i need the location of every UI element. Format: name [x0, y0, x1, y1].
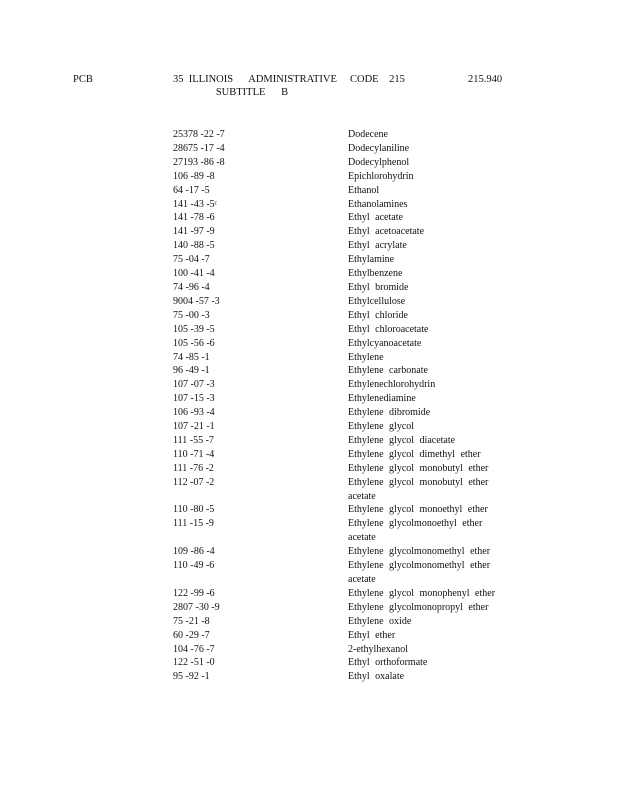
chemical-name: Dodecylphenol — [348, 156, 410, 168]
list-item — [173, 337, 513, 351]
chemical-name: Ethylamine — [348, 254, 395, 266]
chemical-name: Epichlorohydrin — [348, 170, 414, 182]
cas-number: 107 -21 -1 — [173, 421, 215, 433]
chemical-name: Dodecylaniline — [348, 142, 410, 154]
chemical-name: Ethylene glycolmonoethyl ether acetate — [348, 518, 483, 544]
list-item — [173, 545, 513, 559]
cas-number: 105 -56 -6 — [173, 337, 215, 349]
chemical-name: Ethanol — [348, 184, 380, 196]
list-item — [173, 517, 513, 545]
cas-number: 111 -55 -7 — [173, 434, 214, 446]
cas-number: 110 -80 -5 — [173, 504, 215, 516]
chemical-name: Ethyl acetate — [348, 212, 403, 224]
list-item — [173, 503, 513, 517]
cas-number: 105 -39 -5 — [173, 323, 215, 335]
chemical-name: 2-ethylhexanol — [348, 643, 408, 655]
chemical-name: Ethyl bromide — [348, 281, 409, 293]
cas-number: 109 -86 -4 — [173, 546, 215, 558]
list-item — [173, 378, 513, 392]
chemical-name: Ethyl acetoacetate — [348, 226, 425, 238]
cas-number: 107 -07 -3 — [173, 379, 215, 391]
list-item — [173, 364, 513, 378]
list-item — [173, 670, 513, 684]
cas-number: 122 -51 -0 — [173, 657, 215, 669]
list-item — [173, 629, 513, 643]
cas-number: 75 -21 -8 — [173, 615, 210, 627]
cas-number: 64 -17 -5 — [173, 184, 210, 196]
list-item — [173, 267, 513, 281]
cas-number: 100 -41 -4 — [173, 268, 215, 280]
cas-number: 106 -89 -8 — [173, 170, 215, 182]
chemical-name: Ethylbenzene — [348, 268, 403, 280]
list-item — [173, 170, 513, 184]
chemical-name: Ethylene glycol monoethyl ether — [348, 504, 488, 516]
list-item — [173, 656, 513, 670]
chemical-name: Ethylene glycol monobutyl ether — [348, 462, 489, 474]
chemical-name: Ethylene dibromide — [348, 407, 431, 419]
list-item — [173, 225, 513, 239]
list-item — [173, 211, 513, 225]
list-item — [173, 351, 513, 365]
list-item — [173, 587, 513, 601]
cas-number: 60 -29 -7 — [173, 629, 210, 641]
cas-number: 75 -04 -7 — [173, 254, 210, 266]
list-item — [173, 434, 513, 448]
cas-number: 112 -07 -2 — [173, 476, 215, 488]
cas-number: 2807 -30 -9 — [173, 601, 220, 613]
chemical-name: Ethylcellulose — [348, 295, 406, 307]
chemical-name: Ethylene glycol monobutyl ether acetate — [348, 476, 489, 502]
chemical-name: Ethylcyanoacetate — [348, 337, 422, 349]
list-item — [173, 184, 513, 198]
header-title-line2: SUBTITLE B — [215, 87, 289, 98]
cas-number: 107 -15 -3 — [173, 393, 215, 405]
cas-number: 75 -00 -3 — [173, 309, 210, 321]
list-item — [173, 295, 513, 309]
list-item — [173, 323, 513, 337]
chemical-name: Ethyl acrylate — [348, 240, 407, 252]
cas-number: 111 -15 -9 — [173, 518, 214, 530]
chemical-name: Ethylene glycolmonomethyl ether — [348, 546, 491, 558]
list-item — [173, 420, 513, 434]
list-item — [173, 253, 513, 267]
cas-number: 25378 -22 -7 — [173, 129, 225, 140]
chemical-name: Ethyl chloroacetate — [348, 323, 429, 335]
list-item — [173, 142, 513, 156]
list-item — [173, 128, 513, 142]
list-item — [173, 643, 513, 657]
chemical-name: Ethyl orthoformate — [348, 657, 428, 669]
list-item — [173, 239, 513, 253]
cas-number: 9004 -57 -3 — [173, 295, 220, 307]
list-item — [173, 448, 513, 462]
chemical-name: Ethylene oxide — [348, 615, 412, 627]
chemical-name: Ethanolamines — [348, 198, 408, 210]
chemical-name: Ethylene glycol monophenyl ether — [348, 587, 496, 599]
list-item — [173, 156, 513, 170]
chemical-name: Ethylene glycolmonopropyl ether — [348, 601, 489, 613]
chemical-name: Ethylene carbonate — [348, 365, 428, 377]
header-section: 215.940 — [468, 74, 503, 85]
cas-number: 141 -97 -9 — [173, 226, 215, 238]
list-item — [173, 309, 513, 323]
chemical-name: Ethylenechlorohydrin — [348, 379, 436, 391]
chemical-name: Ethylene glycol dimethyl ether — [348, 448, 481, 460]
chemical-name: Ethylene glycol diacetate — [348, 434, 456, 446]
header-title-line1: 35 ILLINOIS ADMINISTRATIVE — [173, 74, 337, 85]
chemical-name: Dodecene — [348, 129, 388, 140]
cas-number: 74 -85 -1 — [173, 351, 210, 363]
chemical-list — [173, 128, 513, 684]
list-item — [173, 615, 513, 629]
header-code: CODE 215 — [350, 74, 405, 85]
chemical-name: Ethylene glycol — [348, 421, 415, 433]
chemical-name: Ethyl oxalate — [348, 671, 405, 683]
list-item — [173, 559, 513, 587]
chemical-name: Ethylenediamine — [348, 393, 416, 405]
cas-number: 104 -76 -7 — [173, 643, 215, 655]
cas-number: 141 -78 -6 — [173, 212, 215, 224]
cas-number: 140 -88 -5 — [173, 240, 215, 252]
list-item — [173, 281, 513, 295]
cas-number: 74 -96 -4 — [173, 281, 210, 293]
chemical-name: Ethyl ether — [348, 629, 396, 641]
header-agency: PCB — [73, 74, 93, 85]
list-item — [173, 476, 513, 504]
list-item — [173, 198, 513, 212]
list-item — [173, 392, 513, 406]
cas-number: 28675 -17 -4 — [173, 142, 225, 154]
list-item — [173, 406, 513, 420]
cas-number: 95 -92 -1 — [173, 671, 210, 683]
chemical-name: Ethylene glycolmonomethyl ether acetate — [348, 560, 491, 585]
list-item — [173, 601, 513, 615]
cas-number: 110 -49 -6 — [173, 560, 215, 572]
chemical-name: Ethylene — [348, 351, 384, 363]
cas-number: 27193 -86 -8 — [173, 156, 225, 168]
cas-number: 106 -93 -4 — [173, 407, 215, 419]
cas-number: 141 -43 -5ᶜ — [173, 198, 218, 210]
cas-number: 110 -71 -4 — [173, 448, 215, 460]
cas-number: 122 -99 -6 — [173, 587, 215, 599]
chemical-name: Ethyl chloride — [348, 309, 408, 321]
cas-number: 111 -76 -2 — [173, 462, 214, 474]
list-item — [173, 462, 513, 476]
header-title — [173, 73, 337, 99]
cas-number: 96 -49 -1 — [173, 365, 210, 377]
